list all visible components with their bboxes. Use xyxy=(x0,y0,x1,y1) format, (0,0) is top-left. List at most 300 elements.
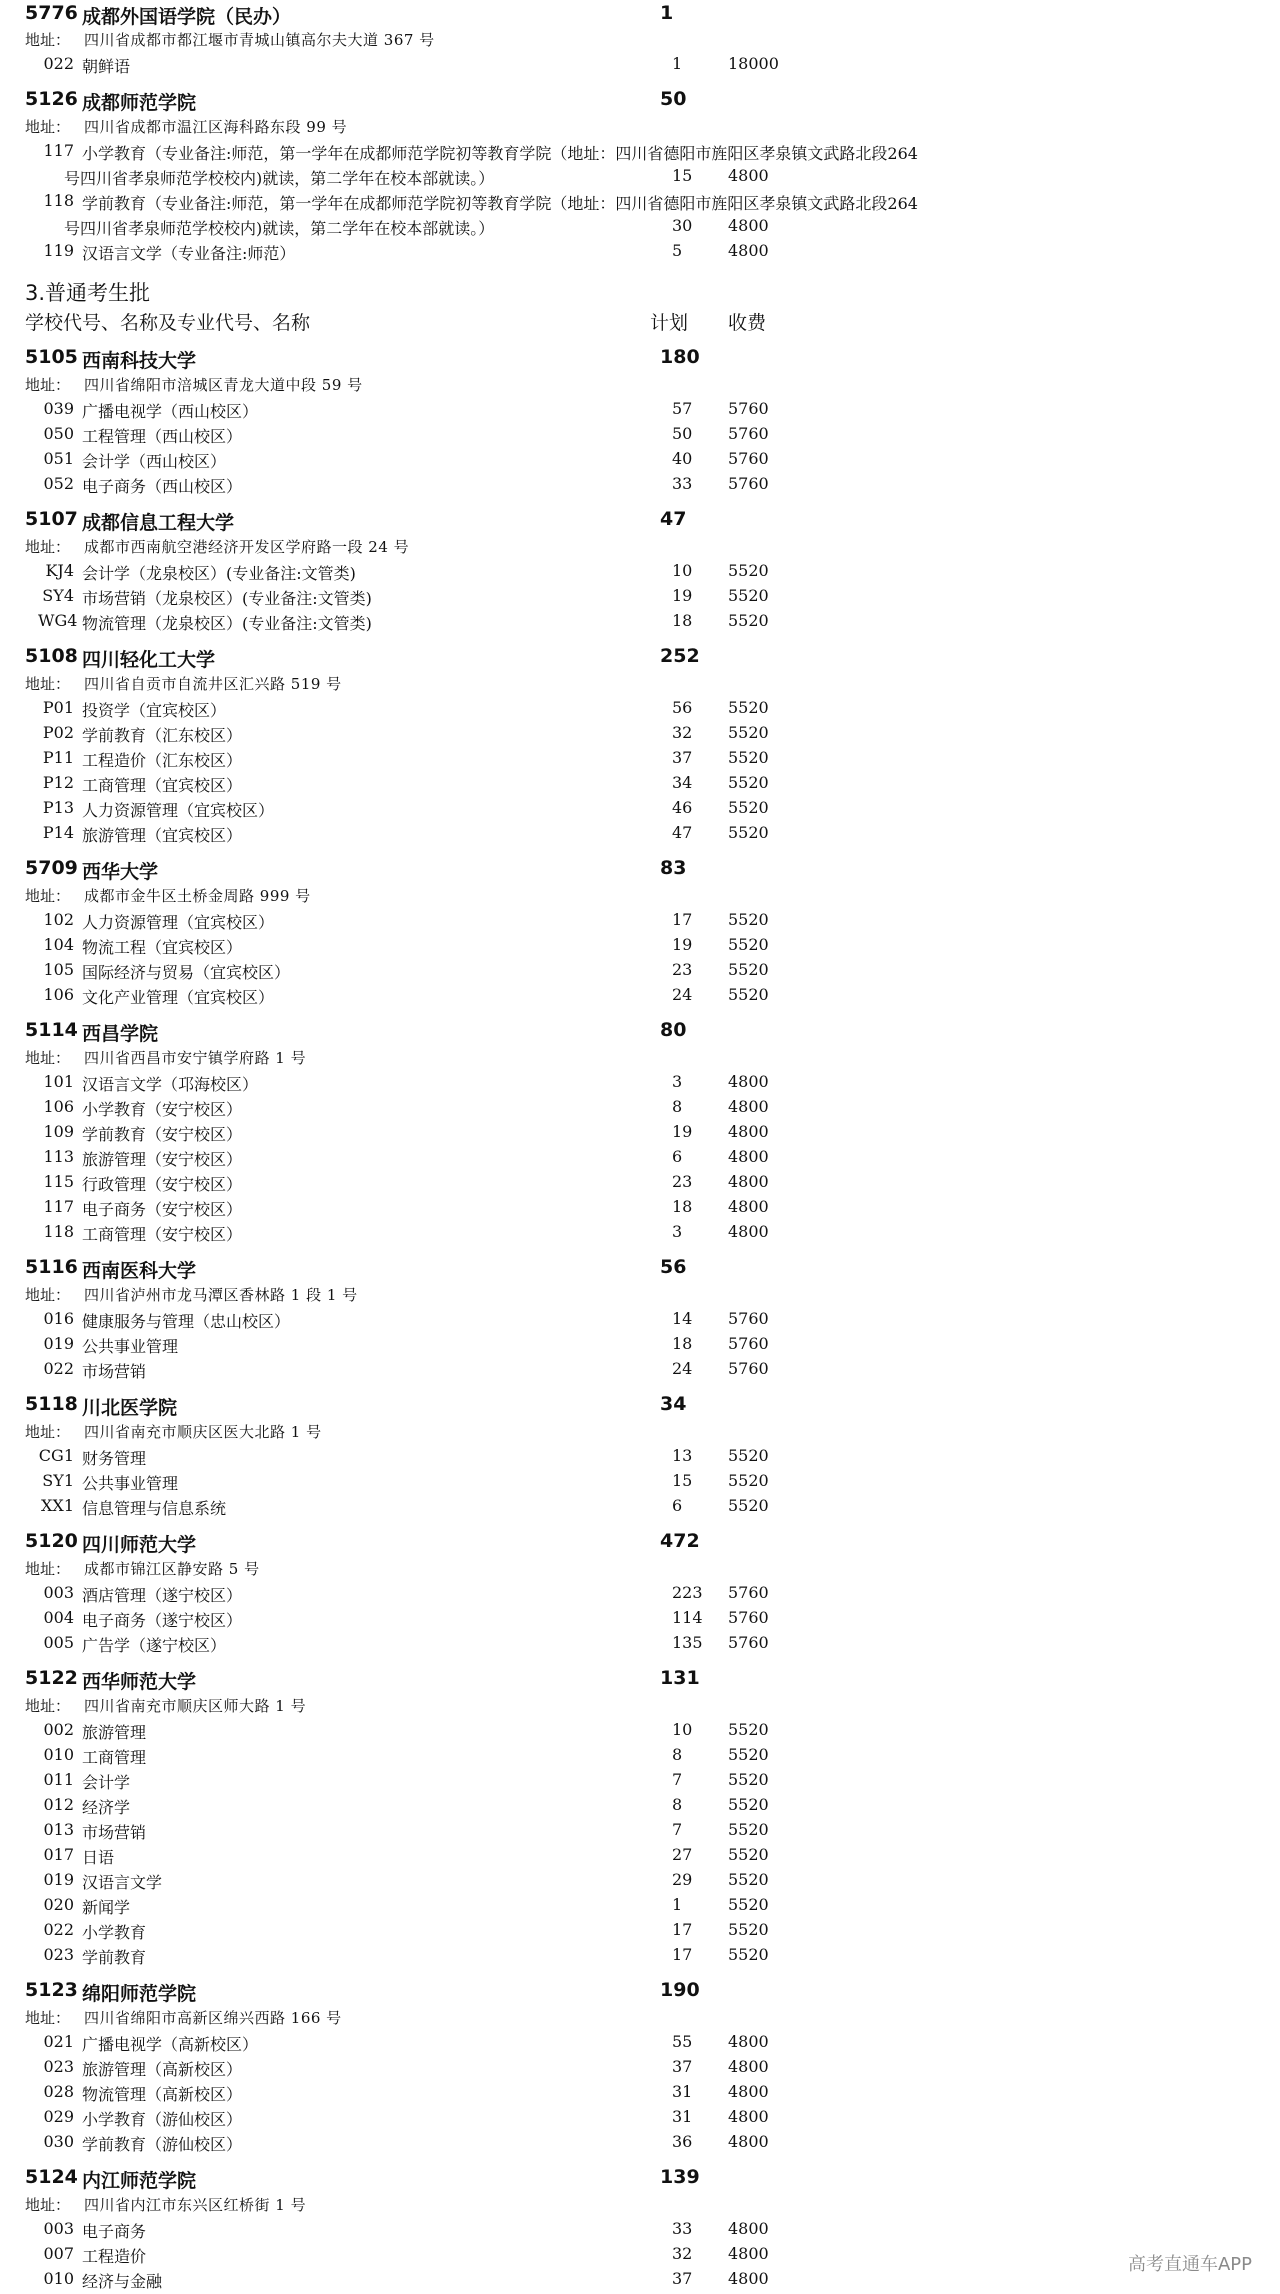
major-name: 小学教育（专业备注:师范，第一学年在成都师范学院初等教育学院（地址：四川省德阳市旌阳区孝泉镇文武路北段264 xyxy=(82,144,918,163)
major-plan: 37 xyxy=(672,2057,693,2076)
major-name: 旅游管理（安宁校区） xyxy=(82,1150,243,1169)
school-row xyxy=(0,1979,1280,2004)
major-code: 007 xyxy=(43,2244,74,2263)
major-name: 物流管理（高新校区） xyxy=(82,2085,243,2104)
major-plan: 5 xyxy=(672,241,683,260)
major-fee: 5520 xyxy=(728,773,769,792)
address-text: 成都市锦江区静安路 5 号 xyxy=(84,1560,260,1578)
major-plan: 56 xyxy=(672,698,693,717)
major-row xyxy=(0,2107,1280,2132)
column-header xyxy=(0,308,1280,333)
major-fee: 5520 xyxy=(728,698,769,717)
major-plan: 46 xyxy=(672,798,693,817)
major-plan: 6 xyxy=(672,1147,683,1166)
major-plan: 7 xyxy=(672,1770,683,1789)
major-fee: 4800 xyxy=(728,2244,769,2263)
major-row xyxy=(0,1633,1280,1658)
major-fee: 5760 xyxy=(728,1633,769,1652)
major-code: 117 xyxy=(43,141,74,160)
major-code: 003 xyxy=(43,1583,74,1602)
school-row xyxy=(0,1256,1280,1281)
major-code: P11 xyxy=(42,748,74,767)
major-code: P01 xyxy=(42,698,74,717)
major-code: XX1 xyxy=(41,1496,74,1515)
major-plan: 30 xyxy=(672,216,693,235)
major-plan: 14 xyxy=(672,1309,693,1328)
major-name: 广播电视学（高新校区） xyxy=(82,2035,259,2054)
section-title: 3.普通考生批 xyxy=(25,281,151,305)
major-plan: 32 xyxy=(672,723,693,742)
major-plan: 18 xyxy=(672,1197,693,1216)
major-code: 010 xyxy=(43,2269,74,2288)
major-code: 117 xyxy=(43,1197,74,1216)
major-plan: 7 xyxy=(672,1820,683,1839)
major-fee: 5520 xyxy=(728,1496,769,1515)
major-row xyxy=(0,1446,1280,1471)
major-name: 学前教育（专业备注:师范，第一学年在成都师范学院初等教育学院（地址：四川省德阳市旌阳区孝泉镇文武路北段264 xyxy=(82,194,918,213)
school-name: 四川师范大学 xyxy=(82,1534,197,1556)
major-fee: 4800 xyxy=(728,1197,769,1216)
major-name: 健康服务与管理（忠山校区） xyxy=(82,1312,291,1331)
major-name: 信息管理与信息系统 xyxy=(82,1499,227,1518)
major-row xyxy=(0,2032,1280,2057)
major-name: 物流管理（龙泉校区）(专业备注:文管类) xyxy=(82,614,372,633)
major-name: 广播电视学（西山校区） xyxy=(82,402,259,421)
major-row xyxy=(0,1770,1280,1795)
school-name: 四川轻化工大学 xyxy=(82,649,216,671)
address-text: 四川省南充市顺庆区师大路 1 号 xyxy=(84,1697,307,1715)
school-address xyxy=(0,29,1280,54)
major-name: 工程造价（汇东校区） xyxy=(82,751,243,770)
app-watermark: 高考直通车APP xyxy=(1127,2254,1252,2275)
major-code: CG1 xyxy=(38,1446,74,1465)
school-address xyxy=(0,374,1280,399)
major-name: 经济学 xyxy=(82,1798,131,1817)
major-fee: 5760 xyxy=(728,474,769,493)
address-label: 地址： xyxy=(25,1049,71,1067)
major-plan: 3 xyxy=(672,1222,683,1241)
major-row xyxy=(0,1870,1280,1895)
major-fee: 4800 xyxy=(728,1122,769,1141)
major-fee: 4800 xyxy=(728,2107,769,2126)
major-plan: 15 xyxy=(672,1471,693,1490)
header-plan: 计划 xyxy=(650,312,689,334)
school-code: 5118 xyxy=(25,1393,78,1415)
major-row xyxy=(0,141,1280,166)
school-name: 西昌学院 xyxy=(82,1023,159,1045)
major-name: 物流工程（宜宾校区） xyxy=(82,938,243,957)
major-plan: 18 xyxy=(672,611,693,630)
major-plan: 6 xyxy=(672,1496,683,1515)
major-row xyxy=(0,586,1280,611)
major-code: 022 xyxy=(43,1359,74,1378)
major-row xyxy=(0,960,1280,985)
school-address xyxy=(0,1284,1280,1309)
major-row xyxy=(0,561,1280,586)
major-name: 人力资源管理（宜宾校区） xyxy=(82,801,275,820)
major-code: 002 xyxy=(43,1720,74,1739)
major-name: 旅游管理（高新校区） xyxy=(82,2060,243,2079)
major-code: 113 xyxy=(43,1147,74,1166)
major-code: 118 xyxy=(43,1222,74,1241)
major-plan: 10 xyxy=(672,561,693,580)
major-fee: 5520 xyxy=(728,723,769,742)
major-plan: 223 xyxy=(672,1583,703,1602)
major-fee: 4800 xyxy=(728,2032,769,2051)
major-code: 005 xyxy=(43,1633,74,1652)
address-label: 地址： xyxy=(25,675,71,693)
address-text: 四川省绵阳市高新区绵兴西路 166 号 xyxy=(84,2009,342,2027)
major-fee: 5520 xyxy=(728,611,769,630)
school-plan-total: 131 xyxy=(660,1667,700,1689)
major-name: 日语 xyxy=(82,1848,115,1867)
major-name: 学前教育（安宁校区） xyxy=(82,1125,243,1144)
major-code: 106 xyxy=(43,1097,74,1116)
major-plan: 19 xyxy=(672,1122,693,1141)
major-row xyxy=(0,1072,1280,1097)
major-fee: 5520 xyxy=(728,748,769,767)
major-code: 101 xyxy=(43,1072,74,1091)
school-name: 绵阳师范学院 xyxy=(82,1983,197,2005)
major-row xyxy=(0,1147,1280,1172)
address-label: 地址： xyxy=(25,1697,71,1715)
major-code: 102 xyxy=(43,910,74,929)
major-plan: 8 xyxy=(672,1795,683,1814)
school-address xyxy=(0,1695,1280,1720)
school-plan-total: 50 xyxy=(660,88,687,110)
major-fee: 5520 xyxy=(728,1820,769,1839)
major-name: 广告学（遂宁校区） xyxy=(82,1636,227,1655)
address-label: 地址： xyxy=(25,887,71,905)
major-row xyxy=(0,611,1280,636)
major-row xyxy=(0,2082,1280,2107)
school-name: 西南科技大学 xyxy=(82,350,197,372)
major-plan: 19 xyxy=(672,935,693,954)
major-name: 国际经济与贸易（宜宾校区） xyxy=(82,963,291,982)
major-row xyxy=(0,1222,1280,1247)
major-row xyxy=(0,191,1280,216)
major-plan: 27 xyxy=(672,1845,693,1864)
major-plan: 36 xyxy=(672,2132,693,2151)
major-name: 小学教育 xyxy=(82,1923,147,1942)
school-row xyxy=(0,2166,1280,2191)
major-row xyxy=(0,910,1280,935)
major-plan: 17 xyxy=(672,910,693,929)
school-address xyxy=(0,1047,1280,1072)
address-text: 四川省绵阳市涪城区青龙大道中段 59 号 xyxy=(84,376,363,394)
major-plan: 15 xyxy=(672,166,693,185)
major-plan: 29 xyxy=(672,1870,693,1889)
major-name: 旅游管理（宜宾校区） xyxy=(82,826,243,845)
major-name: 市场营销 xyxy=(82,1362,147,1381)
major-code: 030 xyxy=(43,2132,74,2151)
major-code: 022 xyxy=(43,54,74,73)
major-name-continuation xyxy=(0,216,1280,241)
major-plan: 34 xyxy=(672,773,693,792)
school-code: 5105 xyxy=(25,346,78,368)
major-row xyxy=(0,723,1280,748)
major-code: 115 xyxy=(43,1172,74,1191)
major-row xyxy=(0,1309,1280,1334)
major-name: 小学教育（安宁校区） xyxy=(82,1100,243,1119)
continuation-text: 号四川省孝泉师范学校校内)就读，第二学年在校本部就读。） xyxy=(64,219,495,238)
school-address xyxy=(0,673,1280,698)
school-address xyxy=(0,2194,1280,2219)
major-code: 051 xyxy=(43,449,74,468)
major-name: 电子商务 xyxy=(82,2222,147,2241)
major-code: 012 xyxy=(43,1795,74,1814)
major-plan: 114 xyxy=(672,1608,703,1627)
major-row xyxy=(0,698,1280,723)
major-fee: 5520 xyxy=(728,798,769,817)
school-code: 5108 xyxy=(25,645,78,667)
major-name: 公共事业管理 xyxy=(82,1474,179,1493)
continuation-text: 号四川省孝泉师范学校校内)就读，第二学年在校本部就读。） xyxy=(64,169,495,188)
major-code: 023 xyxy=(43,2057,74,2076)
major-plan: 8 xyxy=(672,1097,683,1116)
school-address xyxy=(0,116,1280,141)
major-fee: 4800 xyxy=(728,1097,769,1116)
major-name: 汉语言文学（专业备注:师范） xyxy=(82,244,296,263)
major-plan: 32 xyxy=(672,2244,693,2263)
major-plan: 8 xyxy=(672,1745,683,1764)
major-code: SY1 xyxy=(42,1471,74,1490)
major-row xyxy=(0,1583,1280,1608)
major-code: 010 xyxy=(43,1745,74,1764)
major-fee: 5520 xyxy=(728,1720,769,1739)
major-fee: 5760 xyxy=(728,1334,769,1353)
major-name: 小学教育（游仙校区） xyxy=(82,2110,243,2129)
school-row xyxy=(0,346,1280,371)
major-fee: 5520 xyxy=(728,1795,769,1814)
major-fee: 5520 xyxy=(728,561,769,580)
school-name: 成都外国语学院（民办） xyxy=(82,6,292,28)
major-fee: 5760 xyxy=(728,424,769,443)
major-code: 020 xyxy=(43,1895,74,1914)
address-text: 四川省成都市都江堰市青城山镇高尔夫大道 367 号 xyxy=(84,31,435,49)
major-name: 电子商务（安宁校区） xyxy=(82,1200,243,1219)
major-fee: 4800 xyxy=(728,1222,769,1241)
major-fee: 5520 xyxy=(728,960,769,979)
major-fee: 5760 xyxy=(728,399,769,418)
major-fee: 5760 xyxy=(728,1359,769,1378)
major-name: 工程造价 xyxy=(82,2247,147,2266)
major-name: 学前教育 xyxy=(82,1948,147,1967)
major-code: P02 xyxy=(42,723,74,742)
major-row xyxy=(0,449,1280,474)
major-fee: 5520 xyxy=(728,985,769,1004)
major-row xyxy=(0,1608,1280,1633)
major-plan: 1 xyxy=(672,1895,683,1914)
major-row xyxy=(0,1496,1280,1521)
major-row xyxy=(0,1197,1280,1222)
school-code: 5123 xyxy=(25,1979,78,2001)
school-row xyxy=(0,645,1280,670)
school-name: 西华大学 xyxy=(82,861,159,883)
major-plan: 10 xyxy=(672,1720,693,1739)
major-name: 人力资源管理（宜宾校区） xyxy=(82,913,275,932)
major-name: 学前教育（游仙校区） xyxy=(82,2135,243,2154)
major-row xyxy=(0,1334,1280,1359)
major-fee: 4800 xyxy=(728,216,769,235)
major-row xyxy=(0,1920,1280,1945)
major-name: 工程管理（西山校区） xyxy=(82,427,243,446)
school-plan-total: 472 xyxy=(660,1530,700,1552)
major-fee: 5520 xyxy=(728,1446,769,1465)
school-address xyxy=(0,2007,1280,2032)
major-plan: 19 xyxy=(672,586,693,605)
major-name: 市场营销（龙泉校区）(专业备注:文管类) xyxy=(82,589,372,608)
section-heading xyxy=(0,277,1280,305)
school-row xyxy=(0,1530,1280,1555)
school-plan-total: 190 xyxy=(660,1979,700,2001)
major-row xyxy=(0,798,1280,823)
major-fee: 5520 xyxy=(728,1770,769,1789)
major-name: 新闻学 xyxy=(82,1898,131,1917)
major-row xyxy=(0,424,1280,449)
school-plan-total: 80 xyxy=(660,1019,687,1041)
school-code: 5709 xyxy=(25,857,78,879)
major-code: SY4 xyxy=(42,586,74,605)
school-code: 5122 xyxy=(25,1667,78,1689)
major-row xyxy=(0,823,1280,848)
major-code: 029 xyxy=(43,2107,74,2126)
major-plan: 55 xyxy=(672,2032,693,2051)
major-name: 公共事业管理 xyxy=(82,1337,179,1356)
school-name: 西南医科大学 xyxy=(82,1260,197,1282)
major-plan: 24 xyxy=(672,1359,693,1378)
major-fee: 4800 xyxy=(728,1072,769,1091)
major-row xyxy=(0,1172,1280,1197)
school-address xyxy=(0,885,1280,910)
major-plan: 3 xyxy=(672,1072,683,1091)
major-name: 酒店管理（遂宁校区） xyxy=(82,1586,243,1605)
major-row xyxy=(0,2132,1280,2157)
major-fee: 18000 xyxy=(728,54,779,73)
major-fee: 5520 xyxy=(728,1745,769,1764)
header-school-major: 学校代号、名称及专业代号、名称 xyxy=(25,312,311,334)
school-name: 川北医学院 xyxy=(82,1397,178,1419)
address-text: 四川省成都市温江区海科路东段 99 号 xyxy=(84,118,348,136)
major-code: 109 xyxy=(43,1122,74,1141)
major-plan: 31 xyxy=(672,2107,693,2126)
major-row xyxy=(0,1720,1280,1745)
major-code: 013 xyxy=(43,1820,74,1839)
major-name: 汉语言文学（邛海校区） xyxy=(82,1075,259,1094)
address-text: 成都市西南航空港经济开发区学府路一段 24 号 xyxy=(84,538,410,556)
school-address xyxy=(0,1558,1280,1583)
major-name: 汉语言文学 xyxy=(82,1873,163,1892)
major-fee: 5520 xyxy=(728,1895,769,1914)
major-row xyxy=(0,748,1280,773)
major-name: 学前教育（汇东校区） xyxy=(82,726,243,745)
major-fee: 5520 xyxy=(728,1945,769,1964)
major-fee: 4800 xyxy=(728,2269,769,2288)
major-name: 会计学（西山校区） xyxy=(82,452,227,471)
header-fee: 收费 xyxy=(728,312,767,334)
major-fee: 5520 xyxy=(728,1471,769,1490)
school-plan-total: 83 xyxy=(660,857,687,879)
major-name: 行政管理（安宁校区） xyxy=(82,1175,243,1194)
major-fee: 4800 xyxy=(728,1172,769,1191)
major-fee: 5760 xyxy=(728,1608,769,1627)
major-code: 052 xyxy=(43,474,74,493)
school-plan-total: 56 xyxy=(660,1256,687,1278)
major-fee: 5520 xyxy=(728,1920,769,1939)
school-plan-total: 252 xyxy=(660,645,700,667)
major-fee: 4800 xyxy=(728,2057,769,2076)
major-code: 106 xyxy=(43,985,74,1004)
major-fee: 5520 xyxy=(728,910,769,929)
address-label: 地址： xyxy=(25,1423,71,1441)
school-code: 5776 xyxy=(25,2,78,24)
school-code: 5120 xyxy=(25,1530,78,1552)
school-name: 西华师范大学 xyxy=(82,1671,197,1693)
school-plan-total: 1 xyxy=(660,2,674,24)
major-row xyxy=(0,935,1280,960)
school-code: 5114 xyxy=(25,1019,78,1041)
major-row xyxy=(0,1820,1280,1845)
major-code: WG4 xyxy=(38,611,78,630)
major-fee: 4800 xyxy=(728,2082,769,2101)
major-row xyxy=(0,1745,1280,1770)
school-plan-total: 34 xyxy=(660,1393,687,1415)
major-name: 工商管理（宜宾校区） xyxy=(82,776,243,795)
major-row xyxy=(0,1795,1280,1820)
address-label: 地址： xyxy=(25,118,71,136)
major-name: 电子商务（西山校区） xyxy=(82,477,243,496)
major-plan: 1 xyxy=(672,54,683,73)
major-code: 022 xyxy=(43,1920,74,1939)
major-name: 财务管理 xyxy=(82,1449,147,1468)
school-address xyxy=(0,1421,1280,1446)
major-row xyxy=(0,2219,1280,2244)
major-row xyxy=(0,1471,1280,1496)
major-fee: 5520 xyxy=(728,586,769,605)
major-row xyxy=(0,1359,1280,1384)
major-fee: 4800 xyxy=(728,1147,769,1166)
major-code: 011 xyxy=(43,1770,74,1789)
major-code: 021 xyxy=(43,2032,74,2051)
major-fee: 4800 xyxy=(728,241,769,260)
major-code: P14 xyxy=(42,823,74,842)
major-code: KJ4 xyxy=(45,561,74,580)
major-plan: 17 xyxy=(672,1920,693,1939)
major-code: 019 xyxy=(43,1870,74,1889)
address-label: 地址： xyxy=(25,1560,71,1578)
major-code: 119 xyxy=(43,241,74,260)
school-name: 成都师范学院 xyxy=(82,92,197,114)
school-row xyxy=(0,2,1280,27)
major-plan: 24 xyxy=(672,985,693,1004)
address-text: 四川省内江市东兴区红桥街 1 号 xyxy=(84,2196,307,2214)
major-code: 016 xyxy=(43,1309,74,1328)
major-fee: 4800 xyxy=(728,2219,769,2238)
major-plan: 33 xyxy=(672,2219,693,2238)
major-plan: 47 xyxy=(672,823,693,842)
address-text: 四川省南充市顺庆区医大北路 1 号 xyxy=(84,1423,322,1441)
major-plan: 23 xyxy=(672,1172,693,1191)
major-name: 电子商务（遂宁校区） xyxy=(82,1611,243,1630)
major-code: 003 xyxy=(43,2219,74,2238)
major-name: 投资学（宜宾校区） xyxy=(82,701,227,720)
major-name: 会计学 xyxy=(82,1773,131,1792)
major-row xyxy=(0,399,1280,424)
major-code: 050 xyxy=(43,424,74,443)
major-row xyxy=(0,1945,1280,1970)
major-row xyxy=(0,54,1280,79)
major-plan: 33 xyxy=(672,474,693,493)
